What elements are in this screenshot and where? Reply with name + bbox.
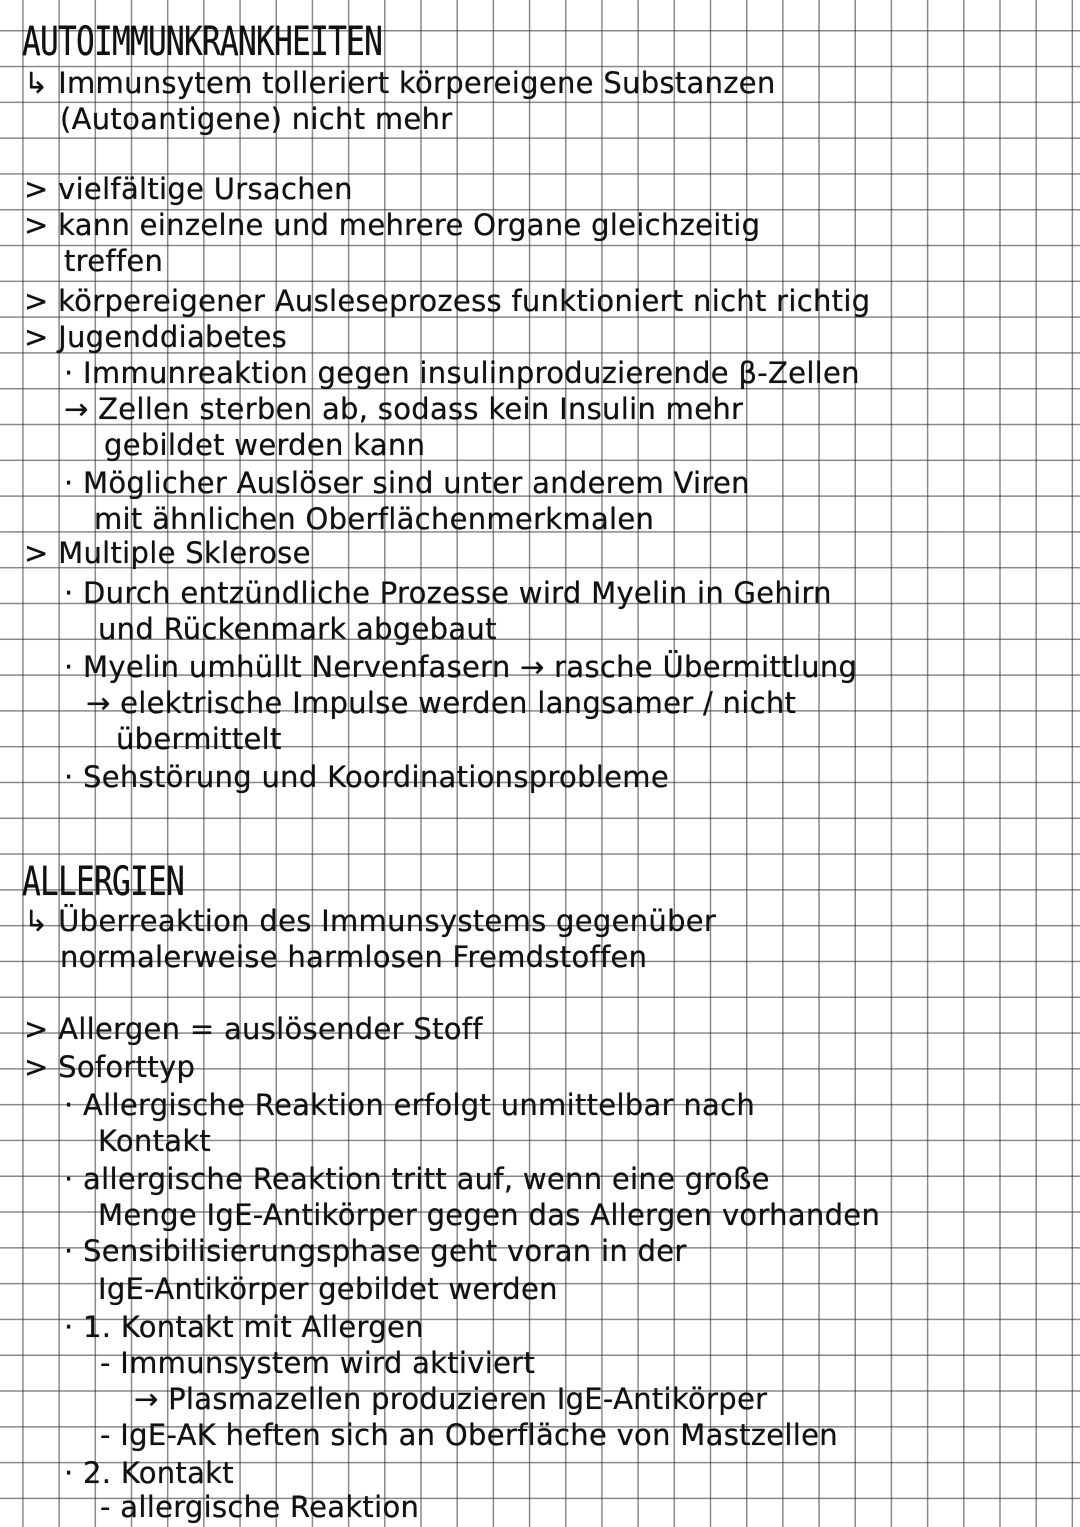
autoimmune-line-13: > Multiple Sklerose [24, 536, 311, 570]
autoimmune-line-15: und Rückenmark abgebaut [98, 612, 497, 646]
allergies-line-15: · 2. Kontakt [64, 1456, 234, 1490]
autoimmune-line-19: · Sehstörung und Koordinationsprobleme [64, 760, 669, 794]
allergies-line-13: → Plasmazellen produzieren IgE-Antikörper [134, 1382, 768, 1416]
autoimmune-line-17: → elektrische Impulse werden langsamer / nicht [86, 686, 797, 720]
allergies-line-11: · 1. Kontakt mit Allergen [64, 1310, 424, 1344]
allergies-line-6: Kontakt [98, 1124, 212, 1158]
autoimmune-line-11: · Möglicher Auslöser sind unter anderem Viren [64, 466, 750, 500]
allergies-line-3: > Allergen = auslösender Stoff [24, 1012, 483, 1046]
allergies-line-9: · Sensibilisierungsphase geht voran in der [64, 1234, 687, 1268]
autoimmune-line-8: · Immunreaktion gegen insulinproduzierende β-Zellen [64, 356, 860, 390]
autoimmune-line-18: übermittelt [116, 722, 282, 756]
allergies-line-10: IgE-Antikörper gebildet werden [98, 1272, 558, 1306]
autoimmune-line-2: (Autoantigene) nicht mehr [60, 102, 453, 136]
allergies-heading: ALLERGIEN [22, 859, 185, 905]
autoimmune-line-14: · Durch entzündliche Prozesse wird Myelin in Gehirn [64, 576, 832, 610]
allergies-line-14: - IgE-AK heften sich an Oberfläche von Mastzellen [100, 1418, 838, 1452]
allergies-line-4: > Soforttyp [24, 1050, 196, 1084]
allergies-line-2: normalerweise harmlosen Fremdstoffen [60, 940, 648, 974]
autoimmune-line-12: mit ähnlichen Oberflächenmerkmalen [94, 502, 655, 536]
autoimmune-line-3: > vielfältige Ursachen [24, 172, 353, 206]
allergies-line-16: - allergische Reaktion [100, 1490, 420, 1524]
autoimmune-heading: AUTOIMMUNKRANKHEITEN [22, 19, 383, 65]
autoimmune-line-7: > Jugenddiabetes [24, 320, 288, 354]
autoimmune-line-5: treffen [64, 244, 164, 278]
allergies-line-7: · allergische Reaktion tritt auf, wenn eine große [64, 1162, 770, 1196]
autoimmune-line-10: gebildet werden kann [104, 428, 426, 462]
autoimmune-line-16: · Myelin umhüllt Nervenfasern → rasche Übermittlung [64, 650, 858, 684]
allergies-line-5: · Allergische Reaktion erfolgt unmittelbar nach [64, 1088, 755, 1122]
autoimmune-line-6: > körpereigener Ausleseprozess funktioniert nicht richtig [24, 284, 871, 318]
autoimmune-line-1: ↳ Immunsytem tolleriert körpereigene Substanzen [24, 66, 776, 100]
allergies-line-1: ↳ Überreaktion des Immunsystems gegenüber [24, 904, 717, 938]
autoimmune-line-4: > kann einzelne und mehrere Organe gleichzeitig [24, 208, 761, 242]
autoimmune-line-9: → Zellen sterben ab, sodass kein Insulin mehr [64, 392, 744, 426]
allergies-line-12: - Immunsystem wird aktiviert [100, 1346, 536, 1380]
allergies-line-8: Menge IgE-Antikörper gegen das Allergen vorhanden [98, 1198, 881, 1232]
